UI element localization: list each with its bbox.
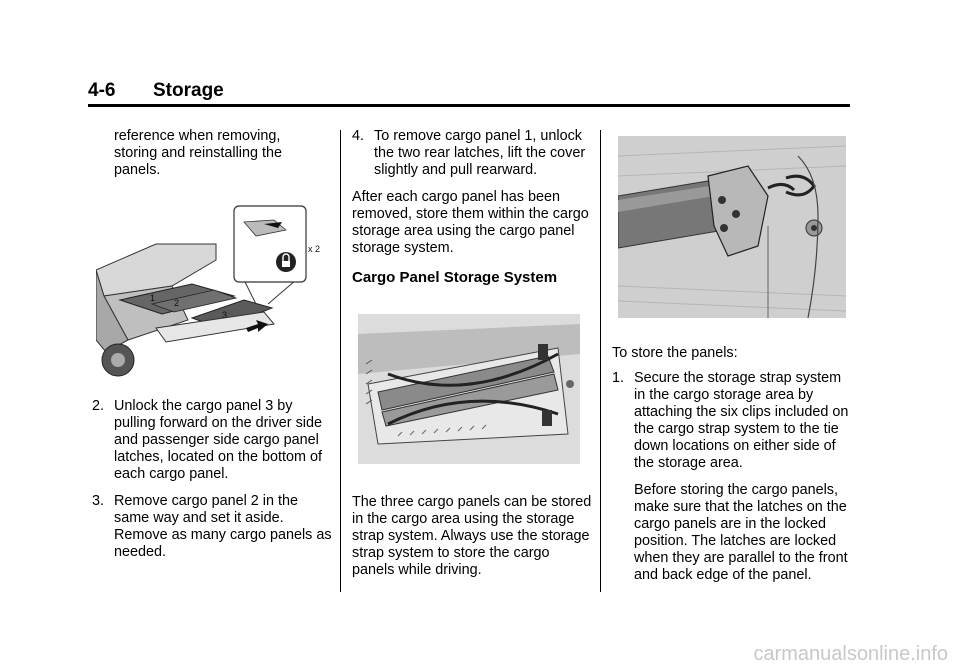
panel-label-1: 1 bbox=[150, 293, 156, 303]
list-item-3 bbox=[92, 493, 332, 561]
column-divider bbox=[340, 130, 341, 592]
latch-callout-inset bbox=[234, 206, 306, 282]
list-item-text: Secure the storage strap system in the cargo storage area by attaching the six clips included on the cargo strap system to the tie down locations on either side of the storage area. bbox=[634, 370, 849, 471]
quantity-label: x 2 bbox=[308, 244, 321, 254]
list-number: 1. bbox=[612, 370, 625, 386]
panel-label-2: 2 bbox=[174, 298, 180, 308]
watermark: carmanualsonline.info bbox=[753, 643, 948, 665]
paragraph: After each cargo panel has been removed, store them within the cargo storage area using the cargo panel storage system. bbox=[352, 189, 589, 256]
list-item-subparagraph: Before storing the cargo panels, make sure that the latches on the cargo panels are in the locked position. The latches are locked when they are parallel to the front and back edge of the panel. bbox=[634, 482, 848, 583]
list-item-2 bbox=[92, 398, 332, 483]
paragraph: The three cargo panels can be stored in the cargo area using the storage strap system. Always use the storage strap system to store the cargo panels while driving. bbox=[352, 494, 592, 578]
column-1 bbox=[92, 128, 328, 179]
list-item-4 bbox=[352, 128, 594, 179]
list-number: 2. bbox=[92, 398, 105, 414]
page-title: Storage bbox=[153, 80, 224, 101]
list-number: 3. bbox=[92, 493, 105, 509]
list-number: 4. bbox=[352, 128, 365, 144]
section-number: 4-6 bbox=[88, 80, 116, 101]
column-3 bbox=[612, 345, 850, 584]
figure-truck-cargo-panels bbox=[96, 200, 328, 380]
list-item-text: To remove cargo panel 1, unlock the two rear latches, lift the cover slightly and pull rearward. bbox=[374, 128, 586, 178]
panel-label-3: 3 bbox=[222, 310, 228, 320]
section-heading: Cargo Panel Storage System bbox=[352, 269, 558, 286]
paragraph: To store the panels: bbox=[612, 345, 738, 361]
header-rule bbox=[88, 104, 850, 107]
column-2 bbox=[352, 128, 594, 286]
list-item-text: Unlock the cargo panel 3 by pulling forward on the driver side and passenger side cargo panel latches, located on the bottom of each cargo panel. bbox=[114, 398, 322, 482]
figure-strap-clip bbox=[618, 136, 846, 318]
column-2-lower bbox=[352, 494, 594, 579]
list-item-1 bbox=[612, 370, 850, 472]
column-1-lower bbox=[92, 398, 332, 561]
paragraph-continued: reference when removing, storing and reinstalling the panels. bbox=[114, 128, 282, 178]
figure-storage-strap bbox=[358, 314, 580, 464]
column-divider bbox=[600, 130, 601, 592]
list-item-text: Remove cargo panel 2 in the same way and set it aside. Remove as many cargo panels as needed. bbox=[114, 493, 332, 560]
